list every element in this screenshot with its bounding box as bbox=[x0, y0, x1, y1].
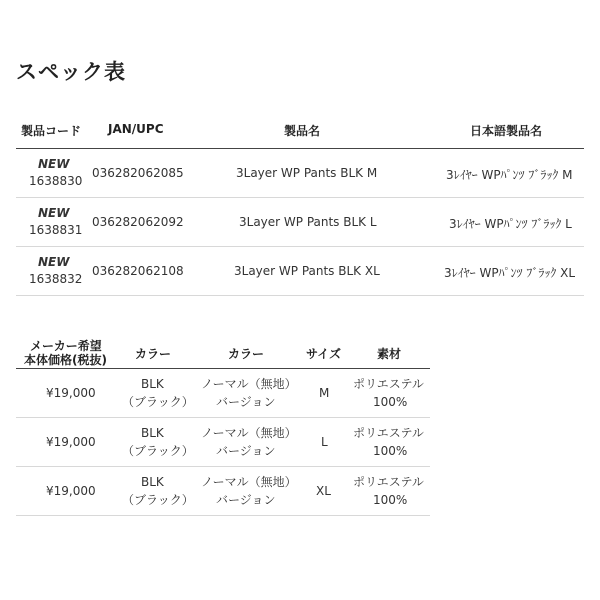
new-badge: NEW bbox=[38, 255, 70, 269]
color-name-jp: （ブラック） bbox=[122, 395, 194, 409]
jan-code: 036282062092 bbox=[92, 215, 184, 229]
product-code: 1638832 bbox=[29, 272, 83, 286]
table-row bbox=[16, 247, 584, 296]
table-row bbox=[16, 369, 430, 418]
header-product-name: 製品名 bbox=[284, 124, 321, 138]
color-version: ノーマル（無地） bbox=[201, 377, 297, 391]
header-product-code: 製品コード bbox=[21, 124, 82, 138]
color-name: BLK bbox=[141, 377, 164, 391]
header-price-line1: メーカー希望 bbox=[30, 339, 102, 353]
color-version-suffix: バージョン bbox=[216, 395, 276, 409]
product-name: 3Layer WP Pants BLK XL bbox=[234, 264, 380, 278]
header-jp-product-name: 日本語製品名 bbox=[470, 124, 543, 138]
color-version: ノーマル（無地） bbox=[201, 475, 297, 489]
product-name: 3Layer WP Pants BLK M bbox=[236, 166, 378, 180]
product-name: 3Layer WP Pants BLK L bbox=[239, 215, 377, 229]
material: ポリエステル bbox=[353, 377, 424, 391]
table-row bbox=[16, 418, 430, 467]
spec-table bbox=[16, 116, 584, 296]
color-name-jp: （ブラック） bbox=[122, 493, 194, 507]
header-jan-upc: JAN/UPC bbox=[108, 122, 164, 136]
new-badge: NEW bbox=[38, 157, 70, 171]
new-badge: NEW bbox=[38, 206, 70, 220]
price: ¥19,000 bbox=[46, 386, 96, 400]
size: XL bbox=[316, 484, 331, 498]
page-title: スペック表 bbox=[16, 60, 126, 84]
color-version-suffix: バージョン bbox=[216, 444, 276, 458]
header-color: カラー bbox=[135, 347, 172, 361]
table-row bbox=[16, 198, 584, 247]
color-name: BLK bbox=[141, 475, 164, 489]
header-price-line2: 本体価格(税抜) bbox=[24, 353, 107, 367]
material: ポリエステル bbox=[353, 475, 424, 489]
color-name: BLK bbox=[141, 426, 164, 440]
table-row bbox=[16, 149, 584, 198]
size: L bbox=[321, 435, 328, 449]
color-name-jp: （ブラック） bbox=[122, 444, 194, 458]
table-row bbox=[16, 467, 430, 516]
product-code: 1638831 bbox=[29, 223, 83, 237]
color-version-suffix: バージョン bbox=[216, 493, 276, 507]
header-material: 素材 bbox=[377, 347, 402, 361]
price: ¥19,000 bbox=[46, 435, 96, 449]
price-table bbox=[16, 336, 430, 516]
product-code: 1638830 bbox=[29, 174, 83, 188]
jp-product-name: 3ﾚｲﾔｰ WPﾊﾟﾝﾂ ﾌﾞﾗｯｸ L bbox=[449, 217, 572, 231]
header-color-version: カラー bbox=[228, 347, 265, 361]
material-percent: 100% bbox=[373, 444, 408, 458]
jp-product-name: 3ﾚｲﾔｰ WPﾊﾟﾝﾂ ﾌﾞﾗｯｸ XL bbox=[444, 266, 576, 280]
material-percent: 100% bbox=[373, 493, 408, 507]
price-table-header bbox=[16, 336, 430, 369]
jan-code: 036282062085 bbox=[92, 166, 184, 180]
jan-code: 036282062108 bbox=[92, 264, 184, 278]
material: ポリエステル bbox=[353, 426, 424, 440]
price: ¥19,000 bbox=[46, 484, 96, 498]
jp-product-name: 3ﾚｲﾔｰ WPﾊﾟﾝﾂ ﾌﾞﾗｯｸ M bbox=[446, 168, 573, 182]
spec-table-header bbox=[16, 116, 584, 149]
header-size: サイズ bbox=[306, 347, 342, 361]
material-percent: 100% bbox=[373, 395, 408, 409]
size: M bbox=[319, 386, 330, 400]
color-version: ノーマル（無地） bbox=[201, 426, 297, 440]
